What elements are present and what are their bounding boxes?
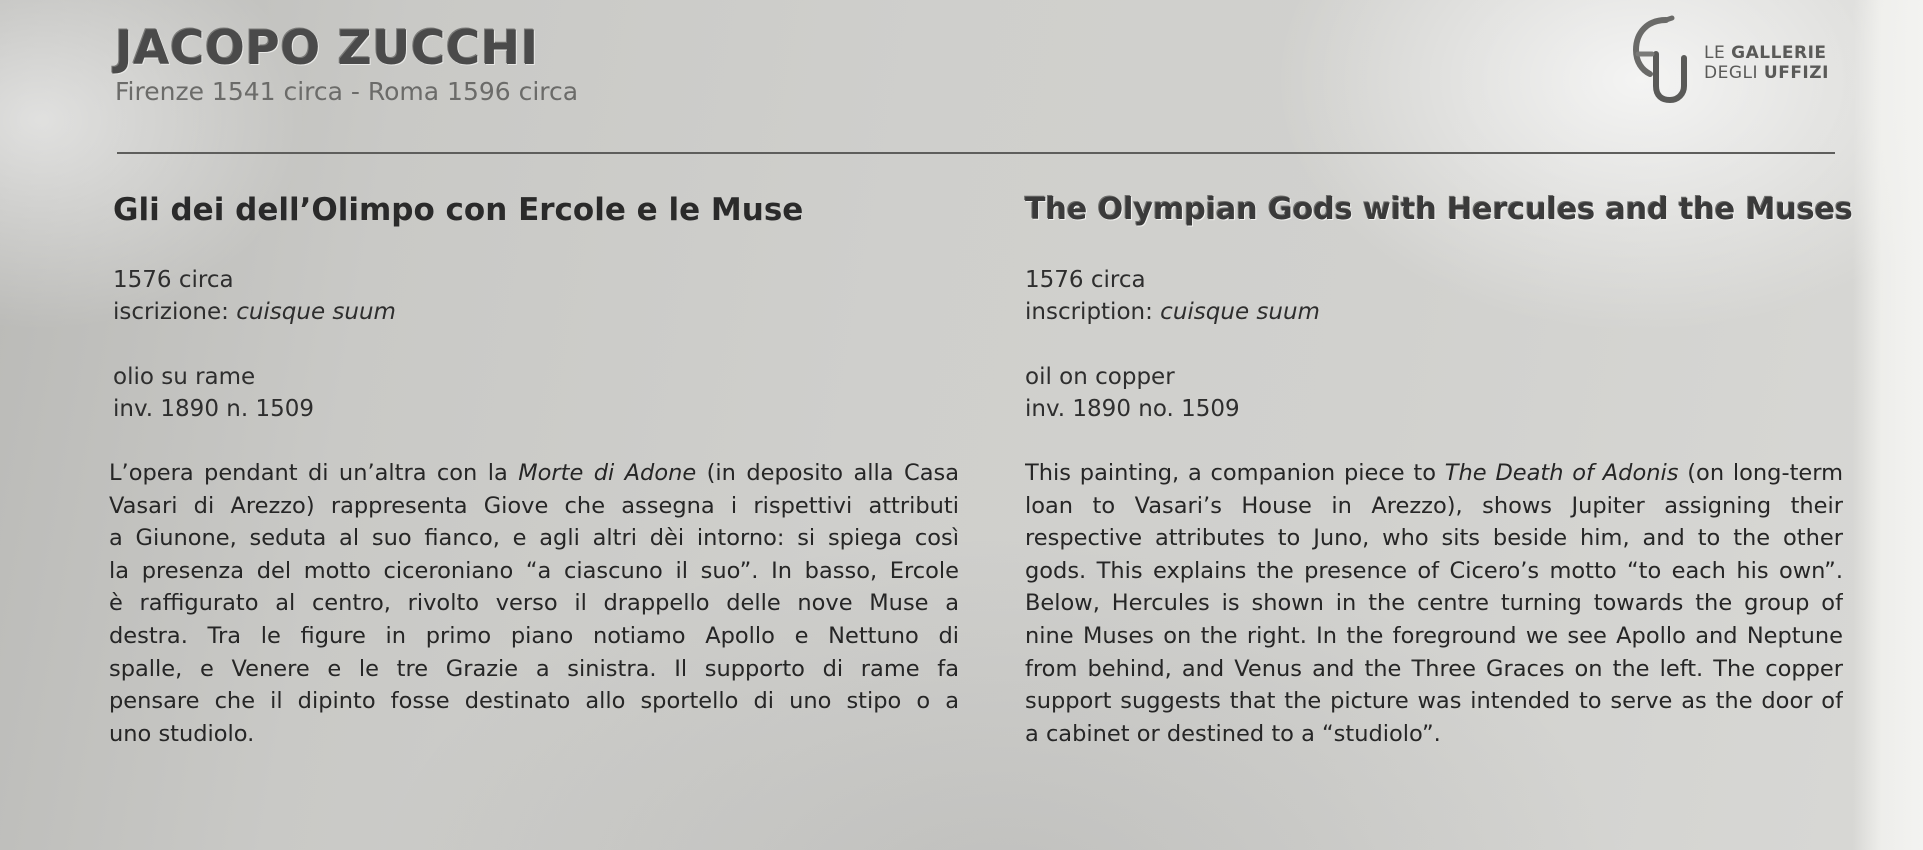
uffizi-logo bbox=[1626, 14, 1836, 104]
english-inscription bbox=[1025, 296, 1845, 328]
italian-desc-text: (in deposito alla Casa bbox=[696, 460, 959, 486]
italian-inscription bbox=[113, 296, 963, 328]
english-inventory: inv. 1890 no. 1509 bbox=[1025, 396, 1240, 422]
english-title: The Olympian Gods with Hercules and the Muses bbox=[1025, 192, 1853, 227]
english-desc-text: (on long-term bbox=[1678, 460, 1843, 486]
italian-medium-block bbox=[113, 361, 963, 425]
english-column bbox=[1025, 188, 1853, 750]
italian-desc-line: uno studiolo. bbox=[109, 720, 255, 747]
italian-date: 1576 circa bbox=[113, 267, 234, 293]
label-header bbox=[115, 20, 578, 106]
wall-edge bbox=[1853, 0, 1923, 850]
logo-text-uffizi: UFFIZI bbox=[1763, 63, 1829, 83]
italian-desc-line: Vasari di Arezzo) rappresenta Giove che assegna i rispettivi attributi bbox=[109, 492, 959, 519]
artist-dates: Firenze 1541 circa - Roma 1596 circa bbox=[115, 77, 579, 106]
italian-desc-work-title: Morte di Adone bbox=[518, 460, 697, 486]
english-medium: oil on copper bbox=[1025, 364, 1175, 390]
italian-inventory: inv. 1890 n. 1509 bbox=[113, 396, 314, 422]
italian-desc-text: L’opera pendant di un’altra con la bbox=[109, 460, 519, 486]
italian-title: Gli dei dell’Olimpo con Ercole e le Muse bbox=[113, 192, 804, 228]
english-inscription-label: inscription: bbox=[1025, 299, 1161, 325]
logo-text-le: LE bbox=[1704, 43, 1732, 63]
uffizi-logo-text bbox=[1704, 43, 1829, 83]
english-desc-line: Below, Hercules is shown in the centre turning towards the group of bbox=[1025, 590, 1843, 617]
italian-date-block bbox=[113, 264, 963, 328]
english-date: 1576 circa bbox=[1025, 267, 1146, 293]
italian-desc-line: la presenza del motto ciceroniano “a ciascuno il suo”. In basso, Ercole bbox=[109, 557, 959, 584]
italian-desc-line: è raffigurato al centro, rivolto verso il drappello delle nove Muse a bbox=[109, 590, 959, 617]
italian-column bbox=[109, 188, 963, 750]
english-desc-line: support suggests that the picture was intended to serve as the door of bbox=[1025, 688, 1843, 715]
italian-desc-line bbox=[109, 457, 959, 490]
english-inscription-value: cuisque suum bbox=[1160, 299, 1320, 325]
italian-desc-line: pensare che il dipinto fosse destinato allo sportello di uno stipo o a bbox=[109, 688, 959, 715]
english-desc-line: from behind, and Venus and the Three Graces on the left. The copper bbox=[1025, 655, 1843, 682]
italian-inscription-value: cuisque suum bbox=[236, 299, 396, 325]
header-divider bbox=[117, 152, 1835, 154]
english-desc-line: gods. This explains the presence of Cicero’s motto “to each his own”. bbox=[1025, 557, 1843, 584]
english-date-block bbox=[1025, 264, 1845, 328]
english-medium-block bbox=[1025, 361, 1845, 425]
english-desc-text: This painting, a companion piece to bbox=[1025, 460, 1445, 486]
logo-text-gallerie: GALLERIE bbox=[1731, 43, 1827, 63]
english-desc-line: nine Muses on the right. In the foreground we see Apollo and Neptune bbox=[1025, 622, 1843, 649]
logo-text-degli: DEGLI bbox=[1704, 63, 1764, 83]
uffizi-g-logo-icon bbox=[1626, 14, 1688, 104]
artist-name: JACOPO ZUCCHI bbox=[115, 21, 539, 76]
italian-desc-line: spalle, e Venere e le tre Grazie a sinistra. Il supporto di rame fa bbox=[109, 655, 959, 682]
italian-description bbox=[109, 457, 959, 750]
english-desc-line: a cabinet or destined to a “studiolo”. bbox=[1025, 720, 1441, 747]
english-desc-line: respective attributes to Juno, who sits beside him, and to the other bbox=[1025, 525, 1843, 552]
italian-inscription-label: iscrizione: bbox=[113, 299, 237, 325]
english-description bbox=[1025, 457, 1843, 750]
italian-medium: olio su rame bbox=[113, 364, 256, 390]
english-desc-work-title: The Death of Adonis bbox=[1444, 460, 1679, 486]
english-desc-line: loan to Vasari’s House in Arezzo), shows Jupiter assigning their bbox=[1025, 492, 1843, 519]
italian-desc-line: destra. Tra le figure in primo piano notiamo Apollo e Nettuno di bbox=[109, 622, 959, 649]
english-desc-line bbox=[1025, 457, 1843, 490]
italian-desc-line: a Giunone, seduta al suo fianco, e agli altri dèi intorno: si spiega così bbox=[109, 525, 959, 552]
